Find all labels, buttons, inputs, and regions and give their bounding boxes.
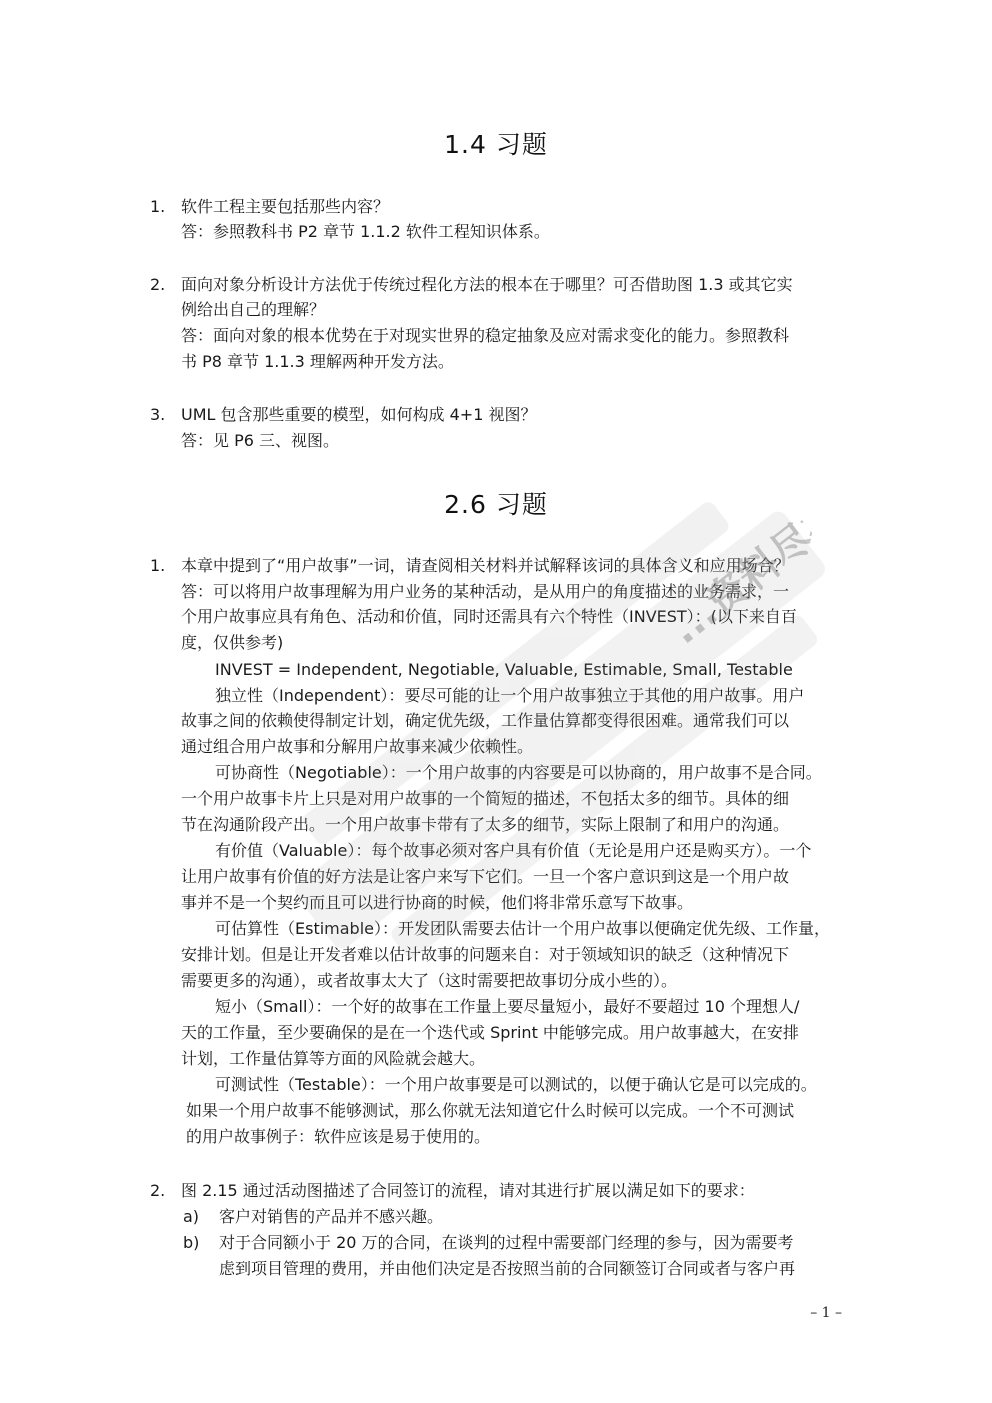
small-para: 计划，工作量估算等方面的风险就会越大。 bbox=[181, 1049, 486, 1068]
sub-item-marker: a) bbox=[183, 1207, 200, 1226]
question-text: 面向对象分析设计方法优于传统过程化方法的根本在于哪里？可否借助图 1.3 或其它实 bbox=[181, 275, 793, 294]
negotiable-para: 一个用户故事卡片上只是对用户故事的一个简短的描述，不包括太多的细节。具体的细 bbox=[181, 789, 790, 808]
small-para: 天的工作量，至少要确保的是在一个迭代或 Sprint 中能够完成。用户故事越大，在安排 bbox=[181, 1023, 799, 1042]
section-title-1-4: 1.4 习题 bbox=[444, 130, 548, 159]
testable-para: 可测试性（Testable）：一个用户故事要是可以测试的，以便于确认它是可以完成的。 bbox=[215, 1075, 817, 1094]
independent-para: 独立性（Independent）：要尽可能的让一个用户故事独立于其他的用户故事。用户 bbox=[215, 686, 805, 705]
question-text: 本章中提到了“用户故事”一词，请查阅相关材料并试解释该词的具体含义和应用场合？ bbox=[181, 556, 790, 575]
valuable-para: 事并不是一个契约而且可以进行协商的时候，他们将非常乐意写下故事。 bbox=[181, 893, 694, 912]
estimable-para: 需要更多的沟通），或者故事太大了（这时需要把故事切分成小些的）。 bbox=[181, 971, 678, 990]
negotiable-para: 节在沟通阶段产出。一个用户故事卡带有了太多的细节，实际上限制了和用户的沟通。 bbox=[181, 815, 790, 834]
page-number: – 1 – bbox=[810, 1305, 842, 1321]
answer-text: 答：参照教科书 P2 章节 1.1.2 软件工程知识体系。 bbox=[181, 222, 550, 241]
question-number: 1. bbox=[150, 556, 166, 575]
small-para: 短小（Small）：一个好的故事在工作量上要尽量短小，最好不要超过 10 个理想人/ bbox=[215, 997, 800, 1016]
question-number: 2. bbox=[150, 275, 166, 294]
independent-para: 通过组合用户故事和分解用户故事来减少依赖性。 bbox=[181, 737, 534, 756]
valuable-para: 有价值（Valuable）：每个故事必须对客户具有价值（无论是用户还是购买方）。一个 bbox=[215, 841, 812, 860]
answer-text: 答：面向对象的根本优势在于对现实世界的稳定抽象及应对需求变化的能力。参照教科 bbox=[181, 326, 790, 345]
answer-text: 书 P8 章节 1.1.3 理解两种开发方法。 bbox=[181, 352, 454, 371]
answer-text: 答：见 P6 三、视图。 bbox=[181, 431, 340, 450]
question-number: 3. bbox=[150, 405, 166, 424]
invest-definition: INVEST = Independent, Negotiable, Valuable, Estimable, Small, Testable bbox=[215, 660, 793, 679]
sub-item-text: 客户对销售的产品并不感兴趣。 bbox=[219, 1207, 444, 1226]
question-text: 例给出自己的理解？ bbox=[181, 300, 326, 319]
sub-item-text: 对于合同额小于 20 万的合同，在谈判的过程中需要部门经理的参与，因为需要考 bbox=[219, 1233, 794, 1252]
answer-text: 答：可以将用户故事理解为用户业务的某种活动，是从用户的角度描述的业务需求，一 bbox=[181, 582, 790, 601]
estimable-para: 安排计划。但是让开发者难以估计故事的问题来自：对于领域知识的缺乏（这种情况下 bbox=[181, 945, 790, 964]
testable-para: 的用户故事例子：软件应该是易于使用的。 bbox=[186, 1127, 491, 1146]
question-text: 软件工程主要包括那些内容？ bbox=[181, 197, 390, 216]
answer-text: 个用户故事应具有角色、活动和价值，同时还需具有六个特性（INVEST）：(以下来自百 bbox=[181, 607, 797, 626]
question-number: 1. bbox=[150, 197, 166, 216]
independent-para: 故事之间的依赖使得制定计划，确定优先级，工作量估算都变得很困难。通常我们可以 bbox=[181, 711, 790, 730]
watermark-text: ...资料尽在 bbox=[662, 490, 853, 654]
estimable-para: 可估算性（Estimable）：开发团队需要去估计一个用户故事以便确定优先级、工作量， bbox=[215, 919, 831, 938]
sub-item-text: 虑到项目管理的费用，并由他们决定是否按照当前的合同额签订合同或者与客户再 bbox=[219, 1259, 796, 1278]
sub-item-marker: b) bbox=[183, 1233, 200, 1252]
testable-para: 如果一个用户故事不能够测试，那么你就无法知道它什么时候可以完成。一个不可测试 bbox=[186, 1101, 795, 1120]
answer-text: 度，仅供参考) bbox=[181, 633, 284, 652]
negotiable-para: 可协商性（Negotiable）：一个用户故事的内容要是可以协商的，用户故事不是合同。 bbox=[215, 763, 822, 782]
question-text: UML 包含那些重要的模型，如何构成 4+1 视图？ bbox=[181, 405, 537, 424]
question-text: 图 2.15 通过活动图描述了合同签订的流程，请对其进行扩展以满足如下的要求： bbox=[181, 1181, 755, 1200]
section-title-2-6: 2.6 习题 bbox=[444, 490, 548, 519]
question-number: 2. bbox=[150, 1181, 166, 1200]
valuable-para: 让用户故事有价值的好方法是让客户来写下它们。一旦一个客户意识到这是一个用户故 bbox=[181, 867, 790, 886]
